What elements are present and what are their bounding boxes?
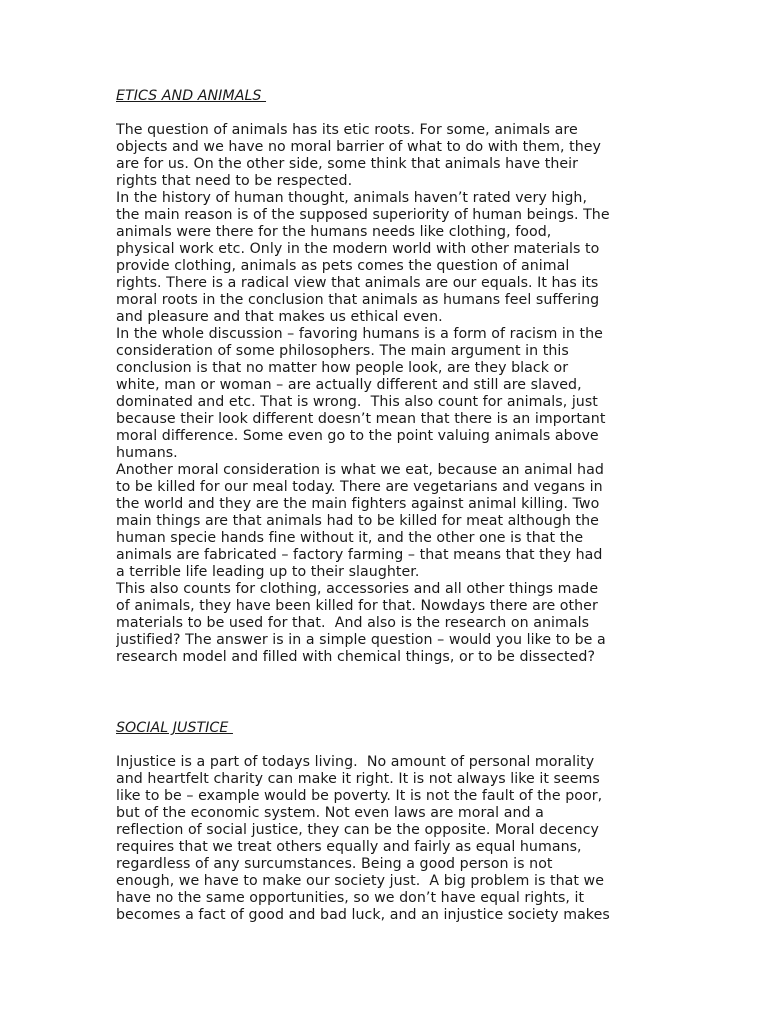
section-paragraph	[116, 754, 661, 924]
text-line: of animals, they have been killed for that. Nowdays there are other	[116, 598, 598, 614]
text-line: physical work etc. Only in the modern world with other materials to	[116, 241, 600, 257]
text-line: main things are that animals had to be killed for meat although the	[116, 513, 599, 529]
text-line: reflection of social justice, they can be the opposite. Moral decency	[116, 822, 599, 838]
text-line: consideration of some philosophers. The main argument in this	[116, 343, 569, 359]
text-line: In the whole discussion – favoring humans is a form of racism in the	[116, 326, 603, 342]
text-line: In the history of human thought, animals haven’t rated very high,	[116, 190, 588, 206]
text-line: and heartfelt charity can make it right. It is not always like it seems	[116, 771, 600, 787]
text-line: and pleasure and that makes us ethical even.	[116, 309, 443, 325]
text-line: This also counts for clothing, accessories and all other things made	[116, 581, 599, 597]
text-line: Injustice is a part of todays living. No amount of personal morality	[116, 754, 595, 770]
text-line: because their look different doesn’t mean that there is an important	[116, 411, 606, 427]
text-line: the main reason is of the supposed superiority of human beings. The	[116, 207, 610, 223]
text-line: animals were there for the humans needs like clothing, food,	[116, 224, 552, 240]
text-line: human specie hands fine without it, and the other one is that the	[116, 530, 584, 546]
text-line: provide clothing, animals as pets comes the question of animal	[116, 258, 570, 274]
text-line: white, man or woman – are actually different and still are slaved,	[116, 377, 582, 393]
text-line: are for us. On the other side, some think that animals have their	[116, 156, 579, 172]
text-line: moral difference. Some even go to the point valuing animals above	[116, 428, 599, 444]
text-line: objects and we have no moral barrier of what to do with them, they	[116, 139, 601, 155]
text-line: The question of animals has its etic roots. For some, animals are	[116, 122, 578, 138]
section-heading: SOCIAL JUSTICE	[116, 720, 233, 736]
text-line: enough, we have to make our society just. A big problem is that we	[116, 873, 604, 889]
text-line: like to be – example would be poverty. It is not the fault of the poor,	[116, 788, 603, 804]
text-line: dominated and etc. That is wrong. This also count for animals, just	[116, 394, 598, 410]
section-paragraph	[116, 122, 661, 666]
text-line: regardless of any surcumstances. Being a good person is not	[116, 856, 553, 872]
section-social-justice	[116, 718, 661, 924]
text-line: conclusion is that no matter how people look, are they black or	[116, 360, 569, 376]
text-line: rights. There is a radical view that animals are our equals. It has its	[116, 275, 599, 291]
text-line: research model and filled with chemical things, or to be dissected?	[116, 649, 596, 665]
text-line: animals are fabricated – factory farming – that means that they had	[116, 547, 603, 563]
text-line: Another moral consideration is what we eat, because an animal had	[116, 462, 604, 478]
section-heading: ETICS AND ANIMALS	[116, 88, 267, 104]
section-etics-and-animals	[116, 86, 661, 666]
text-line: materials to be used for that. And also is the research on animals	[116, 615, 590, 631]
text-line: but of the economic system. Not even laws are moral and a	[116, 805, 544, 821]
document-body	[116, 86, 661, 924]
text-line: to be killed for our meal today. There are vegetarians and vegans in	[116, 479, 603, 495]
text-line: justified? The answer is in a simple question – would you like to be a	[116, 632, 606, 648]
text-line: the world and they are the main fighters against animal killing. Two	[116, 496, 600, 512]
text-line: humans.	[116, 445, 178, 461]
text-line: rights that need to be respected.	[116, 173, 353, 189]
text-line: becomes a fact of good and bad luck, and an injustice society makes	[116, 907, 610, 923]
text-line: a terrible life leading up to their slaughter.	[116, 564, 420, 580]
text-line: have no the same opportunities, so we don’t have equal rights, it	[116, 890, 585, 906]
text-line: requires that we treat others equally and fairly as equal humans,	[116, 839, 582, 855]
text-line: moral roots in the conclusion that animals as humans feel suffering	[116, 292, 600, 308]
